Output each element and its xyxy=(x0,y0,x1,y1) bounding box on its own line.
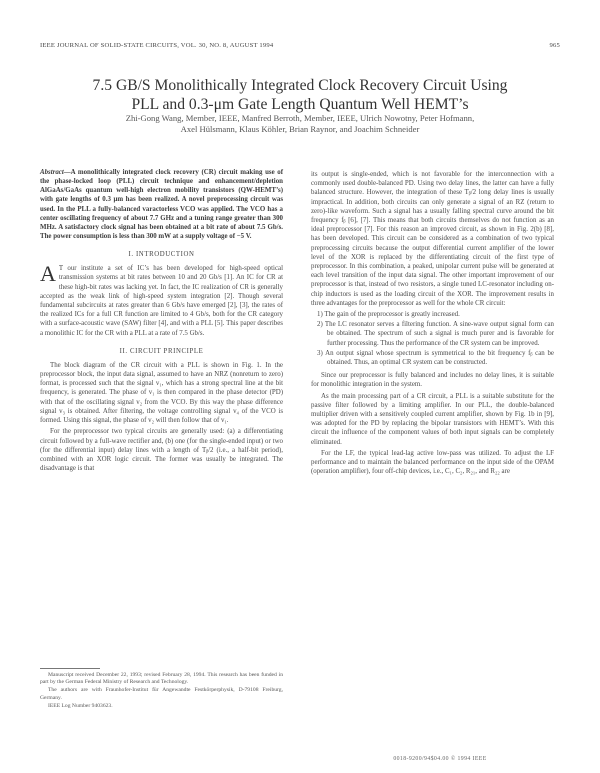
running-header xyxy=(40,42,560,54)
intro-text: T our institute a set of IC’s has been developed for high-speed optical transmission systems at bit rates between 10 and 20 Gb/s [1]. An IC for CR at these high-bit rates was lacking yet. In fact, the IC realization of CR is generally accepted as the weak link of high-speed system integration [2]. Though several fundamental subcircuits at rates greater than 6 Gb/s have emerged [2], [3], the rates of the realized ICs for a full CR function are limited to 4 Gb/s, both for the CR category with a surface-acoustic wave (SAW) filter [4], and with a PLL [5]. This paper describes a monolithic IC for the CR with a PLL at a rate of 7.5 Gb/s. xyxy=(40,265,283,337)
principle-paragraph-1: The block diagram of the CR circuit with a PLL is shown in Fig. 1. In the preprocessor block, the input data signal, assumed to have an NRZ (nonreturn to zero) format, is processed such that the signal v₁, which has a strong spectral line at the bit frequency, is generated. The phase of v₁ is then compared in the phase detector (PD) with that of the oscillating signal v₂ from the VCO. By this way the phase difference signal v₃ is obtained. After filtering, the voltage controlling signal v₄ of the VCO is formed. Using this signal, the phase of v₂ will then follow that of v₁. xyxy=(40,361,283,425)
abstract-text: A monolithically integrated clock recovery (CR) circuit making use of the phase-locked loop (PLL) circuit technique and enhancement/depletion AlGaAs/GaAs quantum well-high electron mobility transistors (QW-HEMT’s) with gate lengths of 0.3 μm has been realized. A novel preprocessing circuit was used. In the PLL a fully-balanced varactorless VCO was applied. The VCO has a center oscillating frequency of about 7.7 GHz and a tuning range greater than 300 MHz. A satisfactory clock signal has been obtained at a bit rate of about 7.5 Gb/s. The power consumption is less than 300 mW at a supply voltage of −5 V. xyxy=(40,169,283,241)
authors-line-1: Zhi-Gong Wang, Member, IEEE, Manfred Berroth, Member, IEEE, Ulrich Nowotny, Peter Hofmann, xyxy=(125,113,475,123)
footnote xyxy=(40,672,283,711)
title-line-2: PLL and 0.3-μm Gate Length Quantum Well HEMT’s xyxy=(131,96,469,113)
footnote-log-number: IEEE Log Number 9403623. xyxy=(48,702,113,709)
list-item: 3) An output signal whose spectrum is symmetrical to the bit frequency fᵦ can be obtained. Thus, an optimal CR system can be constructed. xyxy=(317,349,554,367)
right-paragraph-1: its output is single-ended, which is not favorable for the interconnection with a commonly used double-balanced PD. Using two delay lines, the latter can have a fully balanced structure. However, the integration of these Tᵦ/2 long delay lines is usually impractical. In addition, both circuits can only generate a signal of an RZ (return to zero)-like waveform. Such a signal has a usually falling spectral curve around the bit frequency fᵦ [6], [7]. This means that both circuits themselves do not function as an ideal preprocessor [7]. For this reason an improved circuit, as shown in Fig. 2(b) [8], has been developed. This circuit can be considered as a combination of two typical preprocessing circuits because the output differential current amplifier of the lower level of the XOR is replaced by the differentiating circuit of the first type of preprocessor. In this combination, a peaked, unipolar current pulse will be generated at each level transition of the input data signal. The other important improvement of our preprocessor is that, instead of two resistors, a single tuned LC-resonator including on-chip inductors is used as the loading circuit of the XOR. The improvement results in three advantages for the preprocessor as well for the whole CR circuit: xyxy=(311,171,554,307)
right-paragraph-2: Since our preprocessor is fully balanced and includes no delay lines, it is suitable for monolithic integration in the system. xyxy=(311,372,554,389)
drop-cap: A xyxy=(40,261,56,287)
left-column xyxy=(40,168,283,475)
list-item: 2) The LC resonator serves a filtering function. A sine-wave output signal form can be obtained. The spectrum of such a signal is much purer and is favorable for further processing. Thus the performance of the CR system can be improved. xyxy=(317,321,554,347)
title-line-1: 7.5 GB/S Monolithically Integrated Clock Recovery Circuit Using xyxy=(92,77,508,94)
intro-paragraph xyxy=(40,261,283,338)
right-paragraph-3: As the main processing part of a CR circuit, a PLL is a suitable substitute for the passive filter followed by a limiting amplifier. In our PLL, the double-balanced multiplier driven with a sensitively coupled current amplifier, shown by Fig. 1b in [9], was adopted for the PD by replacing the bipolar transistors with HEMT’s. With this circuit the influence of the component values of both input signals can be completely eliminated. xyxy=(311,392,554,446)
principle-paragraph-2: For the preprocessor two typical circuits are generally used: (a) a differentiating circuit followed by a full-wave rectifier and, (b) one (for the single-ended input) or two (for the differential input) delay lines with a length of Tᵦ/2 (i.e., a half-bit period), combined with an XOR logic circuit. The former was usually be integrated. The disadvantage is that xyxy=(40,428,283,473)
advantages-list xyxy=(311,310,554,367)
author-list xyxy=(40,113,560,135)
abstract-label: Abstract— xyxy=(40,169,71,176)
right-paragraph-4: For the LF, the typical lead-lag active low-pass was utilized. To adjust the LF performance and to maintain the balanced performance on the input side of the OPAM (operation amplifier), four off-chip devices, i.e., C₁, C₂, R₂₁, and R₂₂ are xyxy=(311,449,554,476)
footnote-manuscript: Manuscript received December 22, 1993; revised February 28, 1994. This research has been funded in part by the German Federal Ministry of Research and Technology. xyxy=(40,672,283,686)
copyright-id-line: 0018-9200/94$04.00 © 1994 IEEE xyxy=(393,756,487,762)
footnote-affiliation: The authors are with Fraunhofer-Institut für Angewandte Festkörperphysik, D-79108 Freiburg, Germany. xyxy=(40,687,283,701)
page-number: 965 xyxy=(549,42,560,49)
paper-title xyxy=(40,76,560,114)
right-column xyxy=(311,170,554,479)
list-item: 1) The gain of the preprocessor is greatly increased. xyxy=(317,311,460,319)
footnote-rule xyxy=(40,668,100,669)
section-heading-circuit-principle: II. CIRCUIT PRINCIPLE xyxy=(119,347,204,355)
journal-name: IEEE JOURNAL OF SOLID-STATE CIRCUITS, VOL. 30, NO. 8, AUGUST 1994 xyxy=(40,42,274,49)
abstract xyxy=(40,168,283,241)
authors-line-2: Axel Hülsmann, Klaus Köhler, Brian Raynor, and Joachim Schneider xyxy=(180,124,420,134)
section-heading-introduction: I. INTRODUCTION xyxy=(128,251,195,259)
